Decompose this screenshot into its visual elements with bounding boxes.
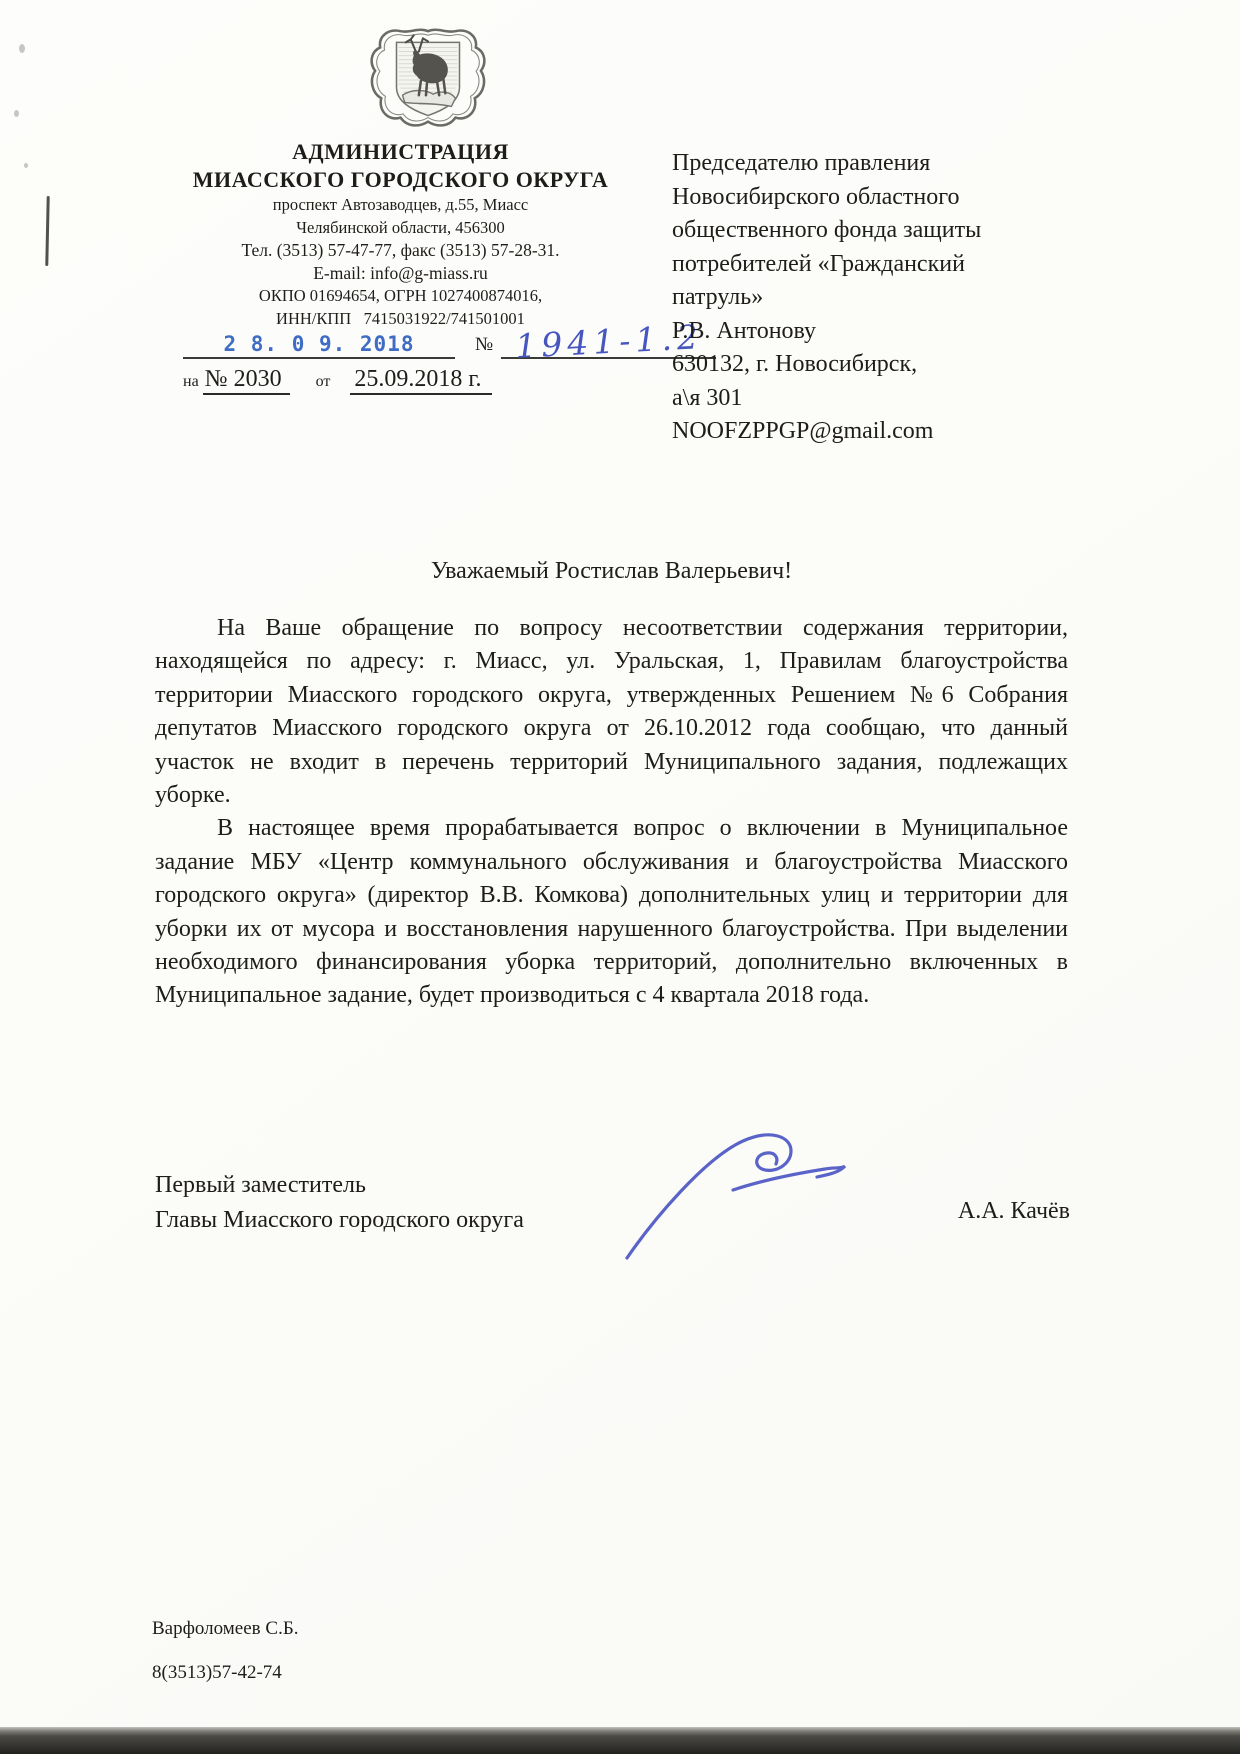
addressee-line: патруль» (672, 284, 764, 310)
salutation: Уважаемый Ростислав Валерьевич! (430, 558, 793, 584)
addressee-line: Председателю правления (672, 150, 931, 176)
addressee-email: NOOFZPPGP@gmail.com (672, 418, 934, 444)
from-label: от (315, 373, 331, 390)
incoming-date: 25.09.2018 г. (350, 366, 491, 395)
scan-speck (14, 110, 19, 117)
org-address-line2: Челябинской области, 456300 (296, 217, 505, 237)
scan-speck (19, 44, 25, 53)
org-email-line: E-mail: info@g-miass.ru (313, 263, 488, 283)
executor-phone: 8(3513)57-42-74 (152, 1662, 282, 1683)
signer-title-line2: Главы Миасского городского округа (155, 1207, 524, 1233)
scan-speck (24, 163, 28, 168)
org-inn-line: ИНН/КПП 7415031922/741501001 (276, 308, 525, 328)
letterhead (148, 138, 653, 330)
signer-name: А.А. Качёв (957, 1198, 1070, 1224)
reply-prefix: на (183, 373, 199, 390)
org-name-line2: МИАССКОГО ГОРОДСКОГО ОКРУГА (192, 167, 609, 192)
miass-coat-of-arms-elk-icon (366, 28, 490, 134)
org-name-line1: АДМИНИСТРАЦИЯ (292, 139, 509, 164)
addressee-line: общественного фонда защиты (672, 217, 982, 243)
incoming-number: № 2030 (203, 366, 290, 395)
addressee-line: Р.В. Антонову (672, 317, 817, 344)
number-sign-label: № (475, 334, 494, 355)
reply-reference-row (183, 366, 492, 393)
body-paragraph-1: На Ваше обращение по вопросу несоответствии содержания территории, находящейся по адресу: г. Миасс, ул. Уральская, 1, Правилам благоустройства территории Миасского городского округа, утвержденных Решением №6 Собрания депутатов Миасского городского округа от 26.10.2012 года сообщаю, что данный участок не входит в перечень территорий Муниципального задания, подлежащих уборке. (155, 615, 1068, 809)
reference-row (183, 317, 743, 366)
handwritten-signature-icon (615, 1128, 850, 1268)
org-okpo-line: ОКПО 01694654, ОГРН 1027400874016, (258, 286, 543, 305)
body-paragraph-2: В настоящее время прорабатывается вопрос о включении в Муниципальное задание МБУ «Центр коммунального обслуживания и благоустройства Миасского городского округа» (директор В.В. Комкова) дополнительных улиц и территории для уборки их от мусора и восстановления нарушенного благоустройства. При выделении необходимого финансирования уборка территорий, дополнительно включенных в Муниципальное задание, будет производиться с 4 квартала 2018 года. (155, 815, 1068, 1009)
date-stamp: 2 8. 0 9. 2018 (223, 332, 415, 356)
executor-block (152, 1618, 298, 1706)
addressee-line: потребителей «Гражданский (672, 250, 965, 277)
outgoing-number-handwritten: 1941-1.2 (514, 317, 704, 366)
signer-title-line1: Первый заместитель (155, 1172, 366, 1198)
executor-name: Варфоломеев С.Б. (152, 1618, 299, 1639)
pen-mark-artifact (45, 196, 49, 266)
letter-body (155, 612, 1068, 1013)
date-stamp-field (183, 332, 455, 359)
addressee-line: а\я 301 (672, 384, 743, 411)
org-address-line1: проспект Автозаводцев, д.55, Миасс (272, 195, 529, 214)
org-phone-line: Тел. (3513) 57-47-77, факс (3513) 57-28-31. (241, 240, 560, 260)
addressee-line: 630132, г. Новосибирск, (672, 351, 918, 377)
scan-edge-strip (0, 1727, 1240, 1754)
signer-title (155, 1168, 524, 1238)
addressee-line: Новосибирского областного (672, 183, 960, 210)
addressee-block (672, 147, 1072, 449)
